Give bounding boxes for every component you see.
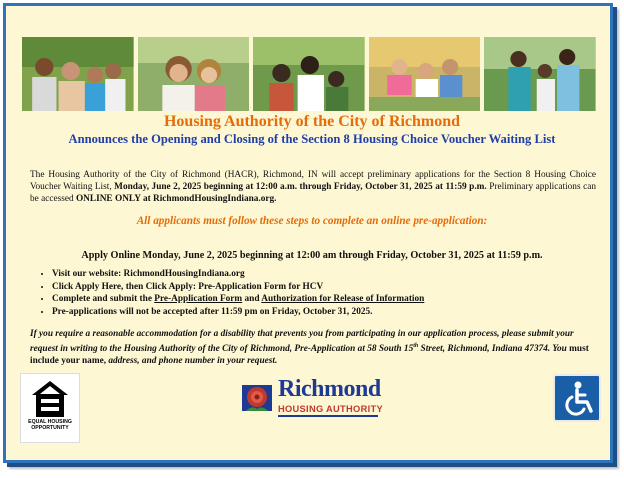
list-item [52,293,424,306]
family-photo-5 [484,37,596,111]
accommodation-text-3: address, and phone number in your request. [106,356,278,367]
accommodation-text-2: Street, Richmond, Indiana 47374. You [418,344,570,355]
authorization-release-link[interactable]: Authorization for Release of Information [261,294,425,305]
accommodation-paragraph [30,328,600,367]
accommodation-must-include: must include your name, [30,344,589,367]
step-complete-text: Complete and submit the [52,294,155,305]
intro-text-2: Preliminary applications can be accessed [30,182,596,204]
page-subtitle: Announces the Opening and Closing of the Section 8 Housing Choice Voucher Waiting List [68,132,556,146]
step-click-apply: Click Apply Here, then Click Apply: Pre-Application Form for HCV [52,281,324,292]
logo-name: Richmond [278,376,381,402]
intro-online-only: ONLINE ONLY at RichmondHousingIndiana.org. [75,194,277,204]
intro-dates: Monday, June 2, 2025 beginning at 12:00 a.m. through Friday, October 31, 2025 at 11:59 p.m. [114,182,487,192]
apply-online-line: Apply Online Monday, June 2, 2025 beginning at 12:00 am through Friday, October 31, 2025 at 11:59 p.m. [81,250,543,261]
equal-housing-label-2: OPPORTUNITY [31,425,69,431]
list-item [52,268,424,281]
family-photo-4 [369,37,481,111]
page-title: Housing Authority of the City of Richmond [163,113,461,130]
list-item [52,281,424,294]
equal-housing-badge [20,373,80,443]
intro-text-1: The Housing Authority of the City of Richmond (HACR), Richmond, IN will accept preliminary applications for the Section 8 Housing Choice Voucher Waiting List, [30,170,596,192]
steps-heading: All applicants must follow these steps to complete an online pre-application: [136,215,488,227]
photo-strip [22,37,596,111]
logo-subtitle: HOUSING AUTHORITY [278,404,383,414]
accommodation-text-1: If you require a reasonable accommodation for a disability that prevents you from participating in our application process, please submit your request in writing to the Housing Authority of the City of Richmond, Pre-Application at 58 South 15 [30,329,574,355]
logo-underline [278,415,378,417]
family-photo-2 [138,37,250,111]
equal-housing-label-1: EQUAL HOUSING [28,419,72,425]
family-photo-3 [253,37,365,111]
step-complete-and: and [242,294,262,305]
family-photo-1 [22,37,134,111]
rose-icon [238,377,276,417]
list-item [52,306,424,319]
richmond-housing-logo [236,375,386,421]
pre-application-form-link[interactable]: Pre-Application Form [154,294,243,305]
equal-housing-icon [30,379,70,419]
steps-list [38,268,424,318]
intro-paragraph [30,169,596,205]
step-visit-website: Visit our website: RichmondHousingIndiana.org [52,269,245,279]
wheelchair-icon [555,376,599,420]
step-deadline: Pre-applications will not be accepted after 11:59 pm on Friday, October 31, 2025. [52,306,373,317]
accommodation-sup: th [413,343,419,349]
accessibility-badge [553,374,601,422]
